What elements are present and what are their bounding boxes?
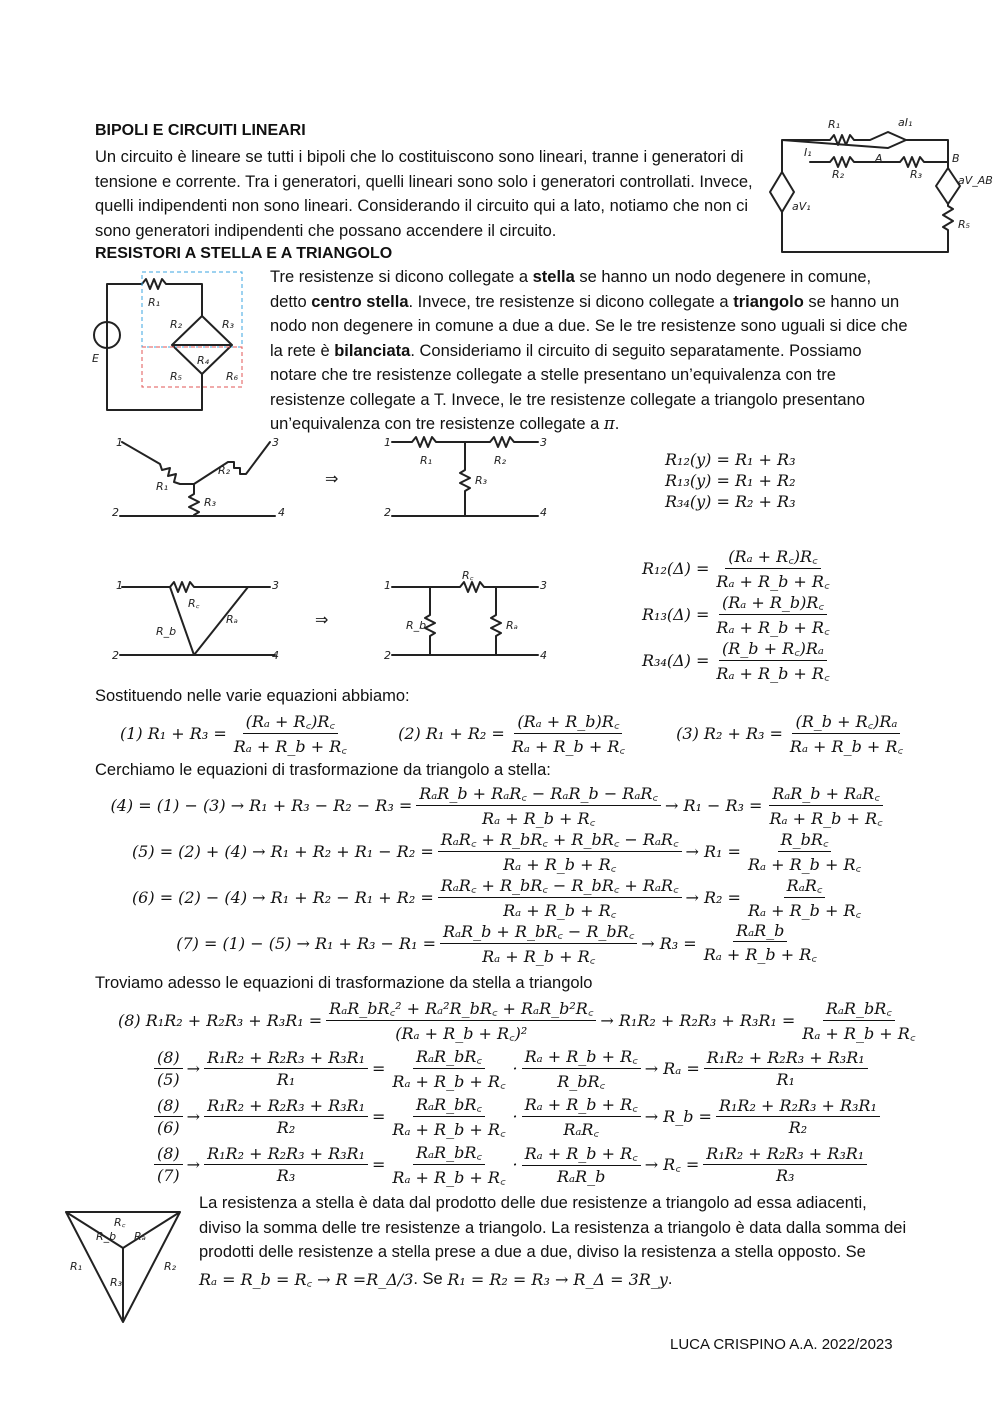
t-n2: 2 <box>384 506 391 519</box>
ed: R₁ <box>776 1069 795 1089</box>
star-eq-3: R₃₄(y) = R₂ + R₃ <box>665 492 796 511</box>
tri-star-text: Cerchiamo le equazioni di trasformazione da triangolo a stella: <box>95 761 551 779</box>
an: R₁R₂ + R₂R₃ + R₃R₁ <box>204 1144 368 1165</box>
p-text: . Consideriamo il circuito di seguito separatamente. Possiamo notare che tre resistenze collegate a stelle presentano un’equivalenza con tre resistenze collegate a T. Invece, le tre resistenze collegate a triangolo presentano un’equivalenza con tre resistenze collegate a <box>270 341 865 433</box>
num: (Rₐ + R_b)R꜀ <box>514 710 622 734</box>
lhs: (1) R₁ + R₃ = <box>120 724 227 743</box>
rd: (7) <box>157 1165 180 1185</box>
bridge-label-r5: R₅ <box>170 370 183 383</box>
lhs: (2) R₁ + R₂ = <box>398 724 505 743</box>
subst-eq-2 <box>398 710 632 757</box>
bn: RₐR_bR꜀ <box>413 1141 485 1165</box>
ratio-eq-b: (8) (6) → R₁R₂ + R₂R₃ + R₃R₁ R₂ = RₐR_bR꜀ Rₐ + R_b + R꜀ · Rₐ + R_b + R꜀ RₐR꜀ → R_b = $\frac{\text{R₁R₂ + R₂R₃ + R₃R₁}}{\text{R₂}}$ <box>150 1092 884 1140</box>
cd: RₐR꜀ <box>563 1119 599 1139</box>
p-rc: R꜀ <box>462 569 474 582</box>
star-to-t-diagram <box>100 432 560 532</box>
n4: 4 <box>278 506 285 519</box>
final-equation <box>199 1268 672 1290</box>
arrow-2: ⇒ <box>315 610 329 629</box>
footer-author: LUCA CRISPINO A.A. 2022/2023 <box>670 1336 893 1353</box>
bridge-label-r2: R₂ <box>170 318 183 331</box>
d-rc: R꜀ <box>188 597 200 610</box>
bridge-label-r4: R₄ <box>197 354 210 367</box>
tri-ra: Rₐ <box>134 1230 146 1243</box>
tri-star-eq-4 <box>0 782 1000 828</box>
bridge-label-r6: R₆ <box>226 370 239 383</box>
paragraph-stella <box>270 265 910 437</box>
num: (R_b + R꜀)Rₐ <box>719 637 827 661</box>
den: Rₐ + R_b + R꜀ <box>233 737 347 756</box>
t-r2: R₂ <box>494 454 507 467</box>
mid: → R₃ = <box>641 933 697 953</box>
rd: (6) <box>157 1117 180 1137</box>
tri-r1: R₁ <box>70 1260 83 1273</box>
num2: RₐR꜀ <box>784 874 826 898</box>
den: Rₐ + R_b + R꜀ <box>482 808 596 828</box>
star-eq-1: R₁₂(y) = R₁ + R₃ <box>665 450 796 469</box>
cn: Rₐ + R_b + R꜀ <box>522 1045 641 1069</box>
cd: RₐR_b <box>556 1167 606 1186</box>
final-text: La resistenza a stella è data dal prodotto delle due resistenze a triangolo ad essa adiacenti, diviso la somma delle tre resistenze a triangolo. La resistenza a triangolo è data dalla somma dei prodotti delle resistenze a stella prese a due a due, diviso la resistenza a stella opposto. Se <box>199 1194 907 1261</box>
ratio-eq-a: (8) (5) → R₁R₂ + R₂R₃ + R₃R₁ R₁ = RₐR_bR꜀ Rₐ + R_b + R꜀ · Rₐ + R_b + R꜀ R_bR꜀ → Rₐ = $\frac{\text{R₁R₂ + R₂R₃ + R₃R₁}}{\text{R₁}}$ <box>150 1044 884 1092</box>
n3: 3 <box>272 436 279 449</box>
label-ai1: aI₁ <box>898 116 913 129</box>
subst-equations <box>120 710 910 757</box>
d-rb: R_b <box>156 625 177 638</box>
p-text: se hanno un nodo degenere in comune, detto <box>270 268 872 311</box>
arrow-1: ⇒ <box>325 469 339 488</box>
delta-eq-3 <box>642 637 837 683</box>
p-bold-triangolo: triangolo <box>733 292 804 311</box>
ratio-eq-c: (8) (7) → R₁R₂ + R₂R₃ + R₃R₁ R₃ = RₐR_bR꜀ Rₐ + R_b + R꜀ · Rₐ + R_b + R꜀ RₐR_b → R꜀ = $\frac{\text{R₁R₂ + R₂R₃ + R₃R₁}}{\text{R₃}}$ <box>150 1140 884 1188</box>
rd: (5) <box>157 1069 180 1089</box>
p-bold-bilanciata: bilanciata <box>334 341 411 360</box>
lhs: (8) R₁R₂ + R₂R₃ + R₃R₁ = <box>118 1010 323 1030</box>
d-n1: 1 <box>116 579 123 592</box>
p-rb: R_b <box>406 619 427 632</box>
den: Rₐ + R_b + R꜀ <box>789 737 903 756</box>
lhs: R₁₂(Δ) = <box>642 558 710 578</box>
star-tri-text: Troviamo adesso le equazioni di trasformazione da stella a triangolo <box>95 974 593 992</box>
paragraph-bipoli: Un circuito è lineare se tutti i bipoli che lo costituiscono sono lineari, tranne i generatori di tensione e corrente. Tra i generatori, quelli lineari sono solo i generatori controllati. Invece, quelli indipendenti non sono lineari. Considerando il circuito qui a lato, notiamo che non ci sono generatori indipendenti che possano accendere il circuito. <box>95 148 753 240</box>
den: Rₐ + R_b + R꜀ <box>716 571 830 591</box>
tri-r2: R₂ <box>164 1260 177 1273</box>
mid: → R₁ = <box>685 841 741 861</box>
res: → R꜀ = <box>644 1155 700 1174</box>
p-n4: 4 <box>540 649 547 662</box>
num2: RₐR_bR꜀ <box>823 997 895 1021</box>
delta-to-pi-diagram <box>100 569 560 665</box>
t-n4: 4 <box>540 506 547 519</box>
cn: Rₐ + R_b + R꜀ <box>522 1142 641 1166</box>
label-avab: aV_AB <box>958 174 993 187</box>
star-r1: R₁ <box>156 480 169 493</box>
rn: (8) <box>154 1048 183 1069</box>
lhs: (4) = (1) − (3) → R₁ + R₃ − R₂ − R₃ = <box>110 795 413 815</box>
num: (R_b + R꜀)Rₐ <box>792 710 900 734</box>
eq-8 <box>118 996 922 1044</box>
final-d: R₁ = R₂ = R₃ → R_Δ = 3R_y <box>447 1269 668 1289</box>
den: Rₐ + R_b + R꜀ <box>511 737 625 756</box>
label-av1: aV₁ <box>792 200 811 213</box>
rn: (8) <box>154 1096 183 1117</box>
res: → R_b = <box>644 1106 712 1126</box>
bridge-circuit <box>92 270 252 415</box>
p-text: . <box>614 415 620 433</box>
ad: R₂ <box>276 1117 296 1137</box>
star-r2: R₂ <box>218 464 231 477</box>
en: R₁R₂ + R₂R₃ + R₃R₁ <box>704 1048 868 1069</box>
d-n2: 2 <box>112 649 119 662</box>
label-i1: I₁ <box>804 146 812 159</box>
pi-symbol: π <box>603 414 615 433</box>
subst-eq-1 <box>120 710 354 757</box>
bd: Rₐ + R_b + R꜀ <box>392 1071 506 1091</box>
label-b: B <box>952 152 960 165</box>
p-text: se hanno un nodo non degenere in comune a due a due. Se le tre resistenze sono uguali si dice che la rete è <box>270 292 908 360</box>
rn: (8) <box>154 1144 183 1165</box>
label-e: E <box>92 352 99 365</box>
num: RₐR_bR꜀² + Rₐ²R_bR꜀ + RₐR_b²R꜀ <box>326 997 596 1021</box>
den2: Rₐ + R_b + R꜀ <box>769 808 883 828</box>
den: Rₐ + R_b + R꜀ <box>503 900 617 920</box>
p-text: Tre resistenze si dicono collegate a <box>270 268 533 286</box>
den: Rₐ + R_b + R꜀ <box>482 946 596 966</box>
num: RₐR꜀ + R_bR꜀ − R_bR꜀ + RₐR꜀ <box>438 874 682 898</box>
num: (Rₐ + R꜀)R꜀ <box>243 710 338 734</box>
n2: 2 <box>112 506 119 519</box>
section-title-bipoli: BIPOLI E CIRCUITI LINEARI <box>95 122 306 139</box>
tri-star-eq-7 <box>0 920 1000 966</box>
t-r3: R₃ <box>475 474 488 487</box>
p-text: . Invece, tre resistenze si dicono collegate a <box>408 292 734 311</box>
star-r3: R₃ <box>204 496 217 509</box>
res: → Rₐ = <box>644 1058 700 1078</box>
den2: Rₐ + R_b + R꜀ <box>703 945 817 964</box>
label-r2: R₂ <box>832 168 845 181</box>
star-eq-2: R₁₃(y) = R₁ + R₂ <box>665 471 796 490</box>
lhs: R₃₄(Δ) = <box>642 650 710 670</box>
lhs: (6) = (2) − (4) → R₁ + R₂ − R₁ + R₂ = <box>131 887 434 907</box>
tri-star-eq-5 <box>0 828 1000 874</box>
t-r1: R₁ <box>420 454 433 467</box>
p-n1: 1 <box>384 579 391 592</box>
num: RₐR꜀ + R_bR꜀ + R_bR꜀ − RₐR꜀ <box>438 828 682 852</box>
den: (Rₐ + R_b + R꜀)² <box>395 1023 528 1043</box>
ratio-equations <box>150 1044 884 1188</box>
bd: Rₐ + R_b + R꜀ <box>392 1167 506 1187</box>
num: RₐR_b + RₐR꜀ − RₐR_b − RₐR꜀ <box>416 782 661 806</box>
delta-eq-2 <box>642 591 837 637</box>
subst-text: Sostituendo nelle varie equazioni abbiamo: <box>95 687 410 705</box>
den: Rₐ + R_b + R꜀ <box>503 854 617 874</box>
final-e: . <box>667 1269 673 1288</box>
delta-equations <box>642 545 837 683</box>
ed: R₃ <box>775 1165 795 1185</box>
p-ra: Rₐ <box>506 619 518 632</box>
cn: Rₐ + R_b + R꜀ <box>522 1093 641 1117</box>
den: Rₐ + R_b + R꜀ <box>716 617 830 637</box>
num2: RₐR_b + RₐR꜀ <box>769 782 883 806</box>
label-r1: R₁ <box>828 118 841 131</box>
bd: Rₐ + R_b + R꜀ <box>392 1119 506 1139</box>
ed: R₂ <box>788 1117 808 1137</box>
num2: RₐR_b <box>733 921 787 942</box>
d-n3: 3 <box>272 579 279 592</box>
final-c: . Se <box>413 1269 448 1288</box>
star-equations <box>665 449 795 512</box>
delta-eq-1 <box>642 545 837 591</box>
d-ra: Rₐ <box>226 613 238 626</box>
subst-eq-3 <box>676 710 910 757</box>
an: R₁R₂ + R₂R₃ + R₃R₁ <box>204 1096 368 1117</box>
an: R₁R₂ + R₂R₃ + R₃R₁ <box>204 1048 368 1069</box>
en: R₁R₂ + R₂R₃ + R₃R₁ <box>716 1096 880 1117</box>
tri-r3: R₃ <box>110 1276 123 1289</box>
cd: R_bR꜀ <box>557 1071 606 1091</box>
den: Rₐ + R_b + R꜀ <box>716 663 830 683</box>
label-a: A <box>875 152 883 165</box>
p-bold-centro: centro stella <box>311 292 409 311</box>
p-n3: 3 <box>540 579 547 592</box>
final-b: R_Δ/3 <box>366 1269 414 1289</box>
tri-star-equations <box>0 782 1000 966</box>
num: (Rₐ + R_b)R꜀ <box>719 591 827 615</box>
p-bold-stella: stella <box>532 268 575 286</box>
mid: → R₂ = <box>685 887 741 907</box>
ad: R₁ <box>276 1069 296 1089</box>
lhs: R₁₃(Δ) = <box>642 604 710 624</box>
en: R₁R₂ + R₂R₃ + R₃R₁ <box>703 1144 867 1165</box>
tri-rb: R_b <box>96 1230 117 1243</box>
tri-rc: R꜀ <box>114 1216 126 1229</box>
bn: RₐR_bR꜀ <box>413 1045 485 1069</box>
lhs: (3) R₂ + R₃ = <box>676 724 783 743</box>
p-n2: 2 <box>384 649 391 662</box>
tri-star-eq-6 <box>0 874 1000 920</box>
den2: Rₐ + R_b + R꜀ <box>747 900 862 920</box>
n1: 1 <box>116 436 123 449</box>
t-n3: 3 <box>540 436 547 449</box>
ad: R₃ <box>276 1165 296 1185</box>
label-r5: R₅ <box>958 218 971 231</box>
bridge-label-r3: R₃ <box>222 318 235 331</box>
final-a: Rₐ = R_b = R꜀ → R = <box>199 1270 367 1289</box>
mid: → R₁R₂ + R₂R₃ + R₃R₁ = <box>600 1010 796 1030</box>
t-n1: 1 <box>384 436 391 449</box>
mid: → R₁ − R₃ = <box>664 795 763 815</box>
controlled-source-circuit <box>770 112 993 262</box>
num: (Rₐ + R꜀)R꜀ <box>725 545 820 569</box>
section-title-stella: RESISTORI A STELLA E A TRIANGOLO <box>95 245 393 262</box>
num: RₐR_b + R_bR꜀ − R_bR꜀ <box>440 920 637 944</box>
lhs: (7) = (1) − (5) → R₁ + R₃ − R₁ = <box>176 933 436 953</box>
den2: Rₐ + R_b + R꜀ <box>747 854 862 874</box>
delta-star-diagram <box>60 1198 190 1328</box>
num2: R_bR꜀ <box>778 828 832 852</box>
bridge-label-r1: R₁ <box>148 296 161 309</box>
label-r3: R₃ <box>910 168 923 181</box>
den2: Rₐ + R_b + R꜀ <box>802 1023 916 1043</box>
lhs: (5) = (2) + (4) → R₁ + R₂ + R₁ − R₂ = <box>131 841 434 861</box>
d-n4: 4 <box>272 649 279 662</box>
bn: RₐR_bR꜀ <box>413 1093 485 1117</box>
